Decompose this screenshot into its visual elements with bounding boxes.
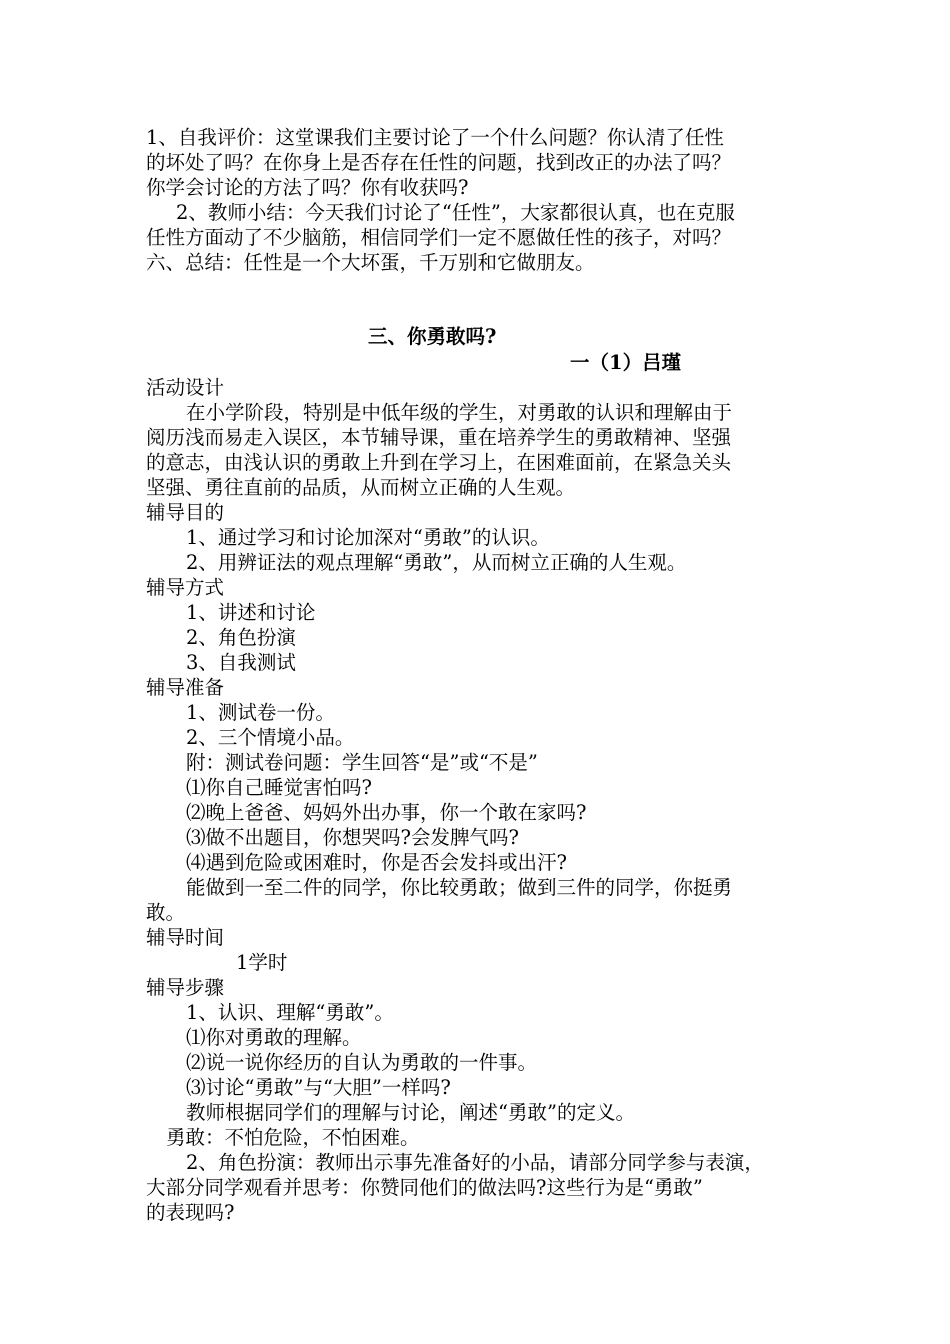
list-item: ⑴你对勇敢的理解。 bbox=[186, 1026, 362, 1049]
list-item: ⑴你自己睡觉害怕吗? bbox=[186, 776, 372, 799]
list-item: ⑵说一说你经历的自认为勇敢的一件事。 bbox=[186, 1051, 538, 1074]
text-line: 的意志，由浅认识的勇敢上升到在学习上，在困难面前，在紧急关头 bbox=[146, 451, 732, 474]
text-line: 教师根据同学们的理解与讨论，阐述“勇敢”的定义。 bbox=[186, 1101, 635, 1124]
text-line: 坚强、勇往直前的品质，从而树立正确的人生观。 bbox=[146, 476, 576, 499]
list-item: ⑶讨论“勇敢”与“大胆”一样吗? bbox=[186, 1076, 451, 1099]
text-line: 在小学阶段，特别是中低年级的学生，对勇敢的认识和理解由于 bbox=[186, 401, 733, 424]
list-item: 1、讲述和讨论 bbox=[186, 601, 316, 624]
heading-methods: 辅导方式 bbox=[146, 576, 225, 599]
text-line: 2、角色扮演：教师出示事先准备好的小品，请部分同学参与表演， bbox=[186, 1151, 764, 1174]
list-item: ⑷遇到危险或困难时，你是否会发抖或出汗? bbox=[186, 851, 567, 874]
list-item: 3、自我测试 bbox=[186, 651, 296, 674]
text-line: 2、教师小结：今天我们讨论了“任性”，大家都很认真，也在克服 bbox=[176, 201, 735, 224]
list-item: ⑵晚上爸爸、妈妈外出办事，你一个敢在家吗? bbox=[186, 801, 587, 824]
heading-steps: 辅导步骤 bbox=[146, 976, 225, 999]
list-item: 2、角色扮演 bbox=[186, 626, 296, 649]
list-item: 2、用辨证法的观点理解“勇敢”，从而树立正确的人生观。 bbox=[186, 551, 687, 574]
list-item: 2、三个情境小品。 bbox=[186, 726, 355, 749]
text-line: 敢。 bbox=[146, 901, 186, 924]
list-item: ⑶做不出题目，你想哭吗?会发脾气吗? bbox=[186, 826, 519, 849]
list-item: 1、测试卷一份。 bbox=[186, 701, 335, 724]
section-author: 一（1）吕瑾 bbox=[570, 351, 682, 374]
text-line: 1学时 bbox=[236, 951, 288, 974]
text-line: 的坏处了吗？在你身上是否存在任性的问题，找到改正的办法了吗？ bbox=[146, 151, 732, 174]
text-line: 你学会讨论的方法了吗？你有收获吗? bbox=[146, 176, 469, 199]
text-line: 的表现吗? bbox=[146, 1201, 235, 1224]
definition-line: 勇敢：不怕危险，不怕困难。 bbox=[166, 1126, 420, 1149]
text-line: 六、总结：任性是一个大坏蛋，千万别和它做朋友。 bbox=[146, 251, 595, 274]
text-line: 大部分同学观看并思考：你赞同他们的做法吗?这些行为是“勇敢” bbox=[146, 1176, 703, 1199]
heading-goals: 辅导目的 bbox=[146, 501, 225, 524]
list-item: 1、认识、理解“勇敢”。 bbox=[186, 1001, 394, 1024]
text-line: 1、自我评价：这堂课我们主要讨论了一个什么问题？你认清了任性 bbox=[146, 126, 724, 149]
heading-preparation: 辅导准备 bbox=[146, 676, 225, 699]
section-title: 三、你勇敢吗? bbox=[368, 325, 497, 348]
text-line: 附：测试卷问题：学生回答“是”或“不是” bbox=[186, 751, 538, 774]
heading-activity-design: 活动设计 bbox=[146, 376, 225, 399]
text-line: 任性方面动了不少脑筋，相信同学们一定不愿做任性的孩子，对吗？ bbox=[146, 226, 732, 249]
list-item: 1、通过学习和讨论加深对“勇敢”的认识。 bbox=[186, 526, 550, 549]
text-line: 阅历浅而易走入误区，本节辅导课，重在培养学生的勇敢精神、坚强 bbox=[146, 426, 732, 449]
text-line: 能做到一至二件的同学，你比较勇敢；做到三件的同学，你挺勇 bbox=[186, 876, 733, 899]
heading-time: 辅导时间 bbox=[146, 926, 225, 949]
